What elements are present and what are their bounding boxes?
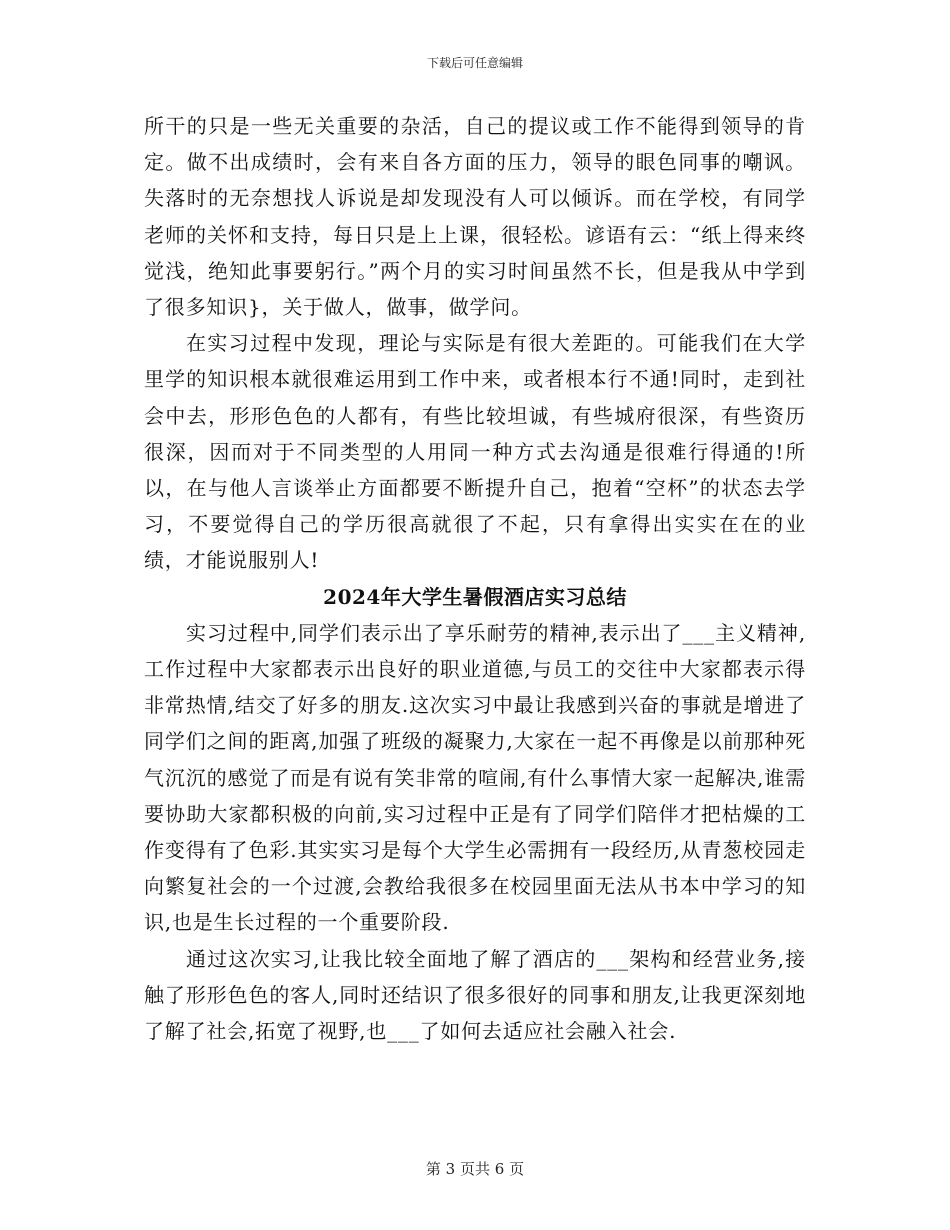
section-paragraph-2: 通过这次实习,让我比较全面地了解了酒店的___架构和经营业务,接触了形形色色的客人,同时还结识了很多很好的同事和朋友,让我更深刻地了解了社会,拓宽了视野,也___了如何去适应社会融入社会. [144, 946, 806, 1044]
page-header: 下载后可任意编辑 [426, 56, 523, 70]
page-footer: 第 3 页共 6 页 [425, 1160, 525, 1178]
paragraph-1: 所干的只是一些无关重要的杂活，自己的提议或工作不能得到领导的肯定。做不出成绩时，会有来自各方面的压力，领导的眼色同事的嘲讽。失落时的无奈想找人诉说是却发现没有人可以倾诉。而在学校，有同学老师的关怀和支持，每日只是上上课，很轻松。谚语有云：“纸上得来终觉浅，绝知此事要躬行。”两个月的实习时间虽然不长，但是我从中学到了很多知识}，关于做人，做事，做学问。 [144, 114, 806, 320]
document-body [144, 108, 806, 1049]
paragraph-2: 在实习过程中发现，理论与实际是有很大差距的。可能我们在大学里学的知识根本就很难运用到工作中来，或者根本行不通!同时，走到社会中去，形形色色的人都有，有些比较坦诚，有些城府很深，有些资历很深，因而对于不同类型的人用同一种方式去沟通是很难行得通的!所以，在与他人言谈举止方面都要不断提升自己，抱着“空杯”的状态去学习，不要觉得自己的学历很高就很了不起，只有拿得出实实在在的业绩，才能说服别人! [144, 331, 806, 573]
section-paragraph-1: 实习过程中,同学们表示出了享乐耐劳的精神,表示出了___主义精神,工作过程中大家都表示出良好的职业道德,与员工的交往中大家都表示得非常热情,结交了好多的朋友.这次实习中最让我感到兴奋的事就是增进了同学们之间的距离,加强了班级的凝聚力,大家在一起不再像是以前那种死气沉沉的感觉了而是有说有笑非常的喧闹,有什么事情大家一起解决,谁需要协助大家都积极的向前,实习过程中正是有了同学们陪伴才把枯燥的工作变得有了色彩.其实实习是每个大学生必需拥有一段经历,从青葱校园走向繁复社会的一个过渡,会教给我很多在校园里面无法从书本中学习的知识,也是生长过程的一个重要阶段. [144, 620, 806, 935]
section-title: 2024年大学生暑假酒店实习总结 [323, 584, 627, 609]
